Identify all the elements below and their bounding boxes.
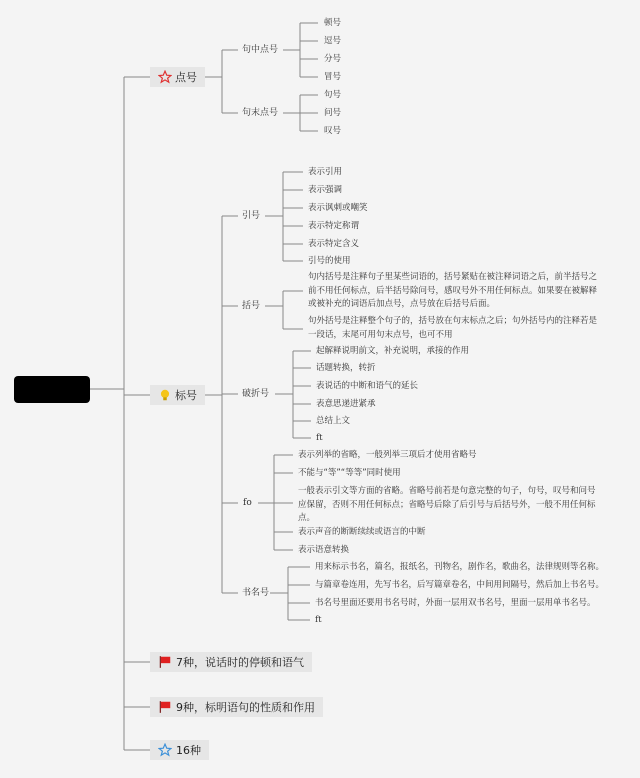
fo-item[interactable]: 表示语意转换 [298, 545, 350, 555]
pozhehao-item[interactable]: 话题转换，转折 [316, 363, 376, 373]
summary-16-node[interactable] [150, 740, 209, 760]
kuohao-item[interactable]: 句内括号是注释句子里某些词语的，括号紧贴在被注释词语之后，前半括号之前不用任何标点，后半括号除问号，感叹号外不用任何标点。如果要在被解释或被补充的词语后加点号，点号放在后括号后面。 [308, 272, 598, 309]
pozhehao-item[interactable]: 总结上文 [316, 416, 351, 426]
fo-item[interactable]: 表示声音的断断续续或语言的中断 [298, 527, 426, 537]
item-douhao[interactable]: 逗号 [324, 36, 342, 46]
root-node[interactable] [14, 376, 90, 403]
group-juzhong[interactable]: 句中点号 [242, 45, 279, 55]
summary-9-label: 9种，标明语句的性质和作用 [176, 701, 315, 714]
item-wenhao[interactable]: 问号 [324, 108, 342, 118]
group-pozhehao[interactable]: 破折号 [242, 389, 270, 399]
fo-item[interactable]: 不能与“等”“等等”同时使用 [298, 468, 401, 478]
shuminghao-item[interactable]: ft [315, 615, 322, 625]
item-dunhao[interactable]: 顿号 [324, 18, 342, 28]
pozhehao-item[interactable]: 起解释说明前文，补充说明，承接的作用 [316, 346, 470, 356]
pozhehao-item[interactable]: ft [316, 433, 323, 443]
star-outline-icon [158, 70, 172, 84]
group-yinhao[interactable]: 引号 [242, 211, 261, 221]
fo-item[interactable]: 一般表示引文等方面的省略。省略号前若是句意完整的句子，句号，叹号和问号应保留，否则不用任何标点；省略号后除了后引号与后括号外，一般不用任何标点。 [298, 486, 596, 523]
shuminghao-item[interactable]: 与篇章卷连用，先写书名，后写篇章卷名，中间用间隔号，然后加上书名号。 [315, 580, 605, 590]
summary-7-label: 7种，说话时的停顿和语气 [176, 656, 304, 669]
dianhao-label: 点号 [175, 71, 197, 84]
red-flag-icon [158, 655, 172, 669]
item-fenhao[interactable]: 分号 [324, 54, 342, 64]
summary-7-node[interactable] [150, 652, 312, 672]
group-shuminghao[interactable]: 书名号 [242, 588, 270, 598]
yinhao-item[interactable]: 引号的使用 [308, 256, 351, 266]
summary-16-label: 16种 [176, 744, 201, 757]
summary-9-node[interactable] [150, 697, 323, 717]
biaohao-node[interactable] [150, 385, 205, 405]
group-fo[interactable]: fo [243, 498, 252, 508]
kuohao-item[interactable]: 句外括号是注释整个句子的，括号放在句末标点之后；句外括号内的注释若是一段话，末尾可用句末点号，也可不用 [308, 316, 598, 340]
yinhao-item[interactable]: 表示特定含义 [308, 239, 360, 249]
pozhehao-item[interactable]: 表说话的中断和语气的延长 [316, 381, 419, 391]
item-tanhao[interactable]: 叹号 [324, 126, 342, 136]
blue-star-icon [158, 743, 172, 757]
yinhao-item[interactable]: 表示讽刺或嘲笑 [308, 203, 368, 213]
group-kuohao[interactable]: 括号 [242, 301, 261, 311]
dianhao-node[interactable] [150, 67, 205, 87]
fo-item[interactable]: 表示列举的省略，一般列举三项后才使用省略号 [298, 450, 477, 460]
shuminghao-item[interactable]: 书名号里面还要用书名号时，外面一层用双书名号，里面一层用单书名号。 [315, 598, 596, 608]
shuminghao-item[interactable]: 用来标示书名，篇名，报纸名，刊物名，剧作名，歌曲名，法律规则等名称。 [315, 562, 605, 572]
item-maohao[interactable]: 冒号 [324, 72, 342, 82]
yinhao-item[interactable]: 表示特定称谓 [308, 221, 360, 231]
yinhao-item[interactable]: 表示强调 [308, 185, 343, 195]
item-juhao[interactable]: 句号 [324, 90, 342, 100]
red-flag-icon [158, 700, 172, 714]
yinhao-item[interactable]: 表示引用 [308, 167, 343, 177]
pozhehao-item[interactable]: 表意思递进紧承 [316, 399, 376, 409]
lightbulb-icon [158, 388, 172, 402]
group-jumo[interactable]: 句末点号 [242, 108, 279, 118]
biaohao-label: 标号 [175, 389, 197, 402]
